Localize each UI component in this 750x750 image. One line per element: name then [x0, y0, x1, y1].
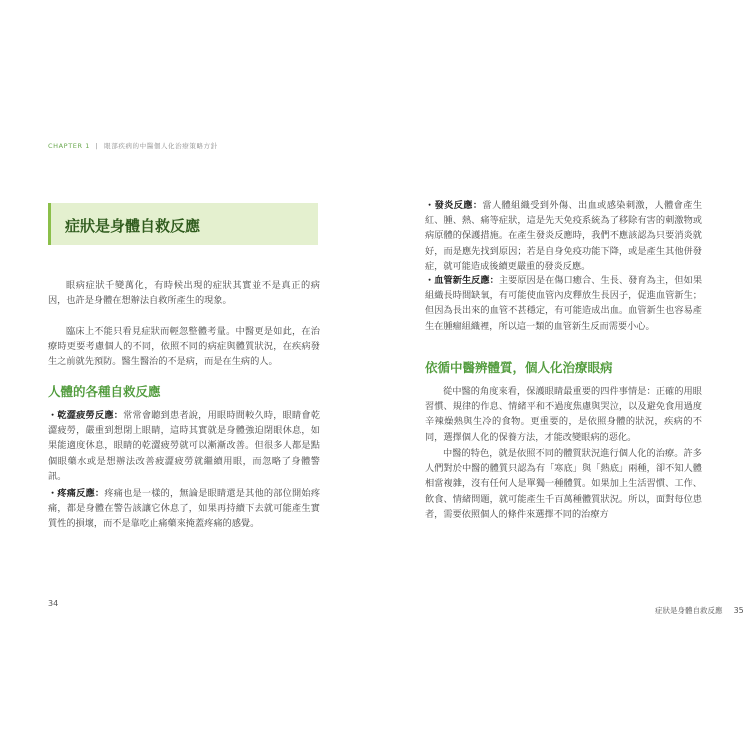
chapter-header	[48, 141, 218, 150]
list-item-dryness	[48, 408, 320, 484]
list-item-inflammation	[425, 198, 702, 274]
item-label: ・疼痛反應：	[48, 488, 105, 499]
chapter-label: CHAPTER 1	[48, 142, 90, 150]
item-text: 主要原因是在傷口癒合、生長、發育為主，但如果組織長時間缺氧，有可能使血管內皮釋放生長因子，促進血管新生；但因為長出來的血管不甚穩定，有可能造成出血。血管新生也容易產生在腫瘤組織裡，所以這一類的血管新生反而需要小心。	[425, 275, 703, 332]
list-item-pain	[48, 486, 320, 532]
chapter-title: 眼部疾病的中醫個人化治療策略方針	[104, 142, 218, 150]
list-item-angiogenesis	[425, 273, 702, 334]
constitution-paragraph-1: 從中醫的角度來看，保護眼睛最重要的四件事情是：正確的用眼習慣、規律的作息、情緒平和不過度焦慮與哭泣，以及避免食用過度辛辣燥熱與生冷的食物。更重要的，是依照身體的狀況，疾病的不同，選擇個人化的保養方法，才能改變眼病的惡化。	[425, 386, 702, 443]
item-label: ・發炎反應：	[425, 200, 483, 211]
running-footer: 症狀是身體自救反應	[655, 606, 723, 615]
item-label: ・乾澀疲勞反應：	[48, 410, 124, 421]
intro-paragraph-2: 臨床上不能只看見症狀而輕忽整體考量。中醫更是如此，在治療時更要考慮個人的不同，依照不同的病症與體質狀況，在疾病發生之前就先預防。醫生醫治的不是病，而是在生病的人。	[48, 326, 320, 368]
page-number-left: 34	[48, 599, 59, 608]
page-footer-right	[655, 598, 744, 617]
item-text: 常常會聽到患者說，用眼時間較久時，眼睛會乾澀疲勞，嚴重到想閉上眼睛，這時其實就是身體強迫閉眼休息，如果能適度休息，眼睛的乾澀疲勞就可以漸漸改善。但很多人都是點個眼藥水或是想辦法改善疲澀疲勞就繼續用眼，而忽略了身體警訊。	[48, 410, 321, 482]
constitution-paragraph-2: 中醫的特色，就是依照不同的體質狀況進行個人化的治療。許多人們對於中醫的體質只認為有「寒底」與「熱底」兩種，卻不知人體相當複雜，沒有任何人是單獨一種體質。如果加上生活習慣、工作、飲食、情緒問題，就可能產生千百萬種體質狀況。所以，面對每位患者，需要依照個人的條件來選擇不同的治療方	[425, 448, 702, 520]
item-text: 當人體組織受到外傷、出血或感染刺激，人體會產生紅、腫、熱、痛等症狀，這是先天免疫系統為了移除有害的刺激物或病原體的保護措施。在產生發炎反應時，我們不應該認為只要消炎就好，而是應先找到原因；若是自身免疫功能下降，或是產生其他併發症，就可能造成後續更嚴重的發炎反應。	[425, 200, 703, 272]
page-number-right: 35	[733, 606, 744, 615]
item-label: ・血管新生反應：	[425, 275, 499, 286]
chapter-separator: |	[95, 142, 99, 150]
intro-paragraph-1: 眼病症狀千變萬化，有時候出現的症狀其實並不是真正的病因，也許是身體在想辦法自救所產生的現象。	[48, 280, 320, 307]
item-text: 疼痛也是一樣的，無論是眼睛還是其他的部位開始疼痛，都是身體在警告該讓它休息了，如果再持續下去就可能產生實質性的損壞，而不是靠吃止痛藥來掩蓋疼痛的感覺。	[48, 488, 321, 530]
section-heading-self-rescue: 人體的各種自救反應	[48, 384, 161, 399]
section-heading-constitution: 依循中醫辨體質，個人化治療眼病	[425, 360, 613, 375]
page-title: 症狀是身體自救反應	[65, 217, 201, 235]
section-title-box	[48, 203, 318, 245]
